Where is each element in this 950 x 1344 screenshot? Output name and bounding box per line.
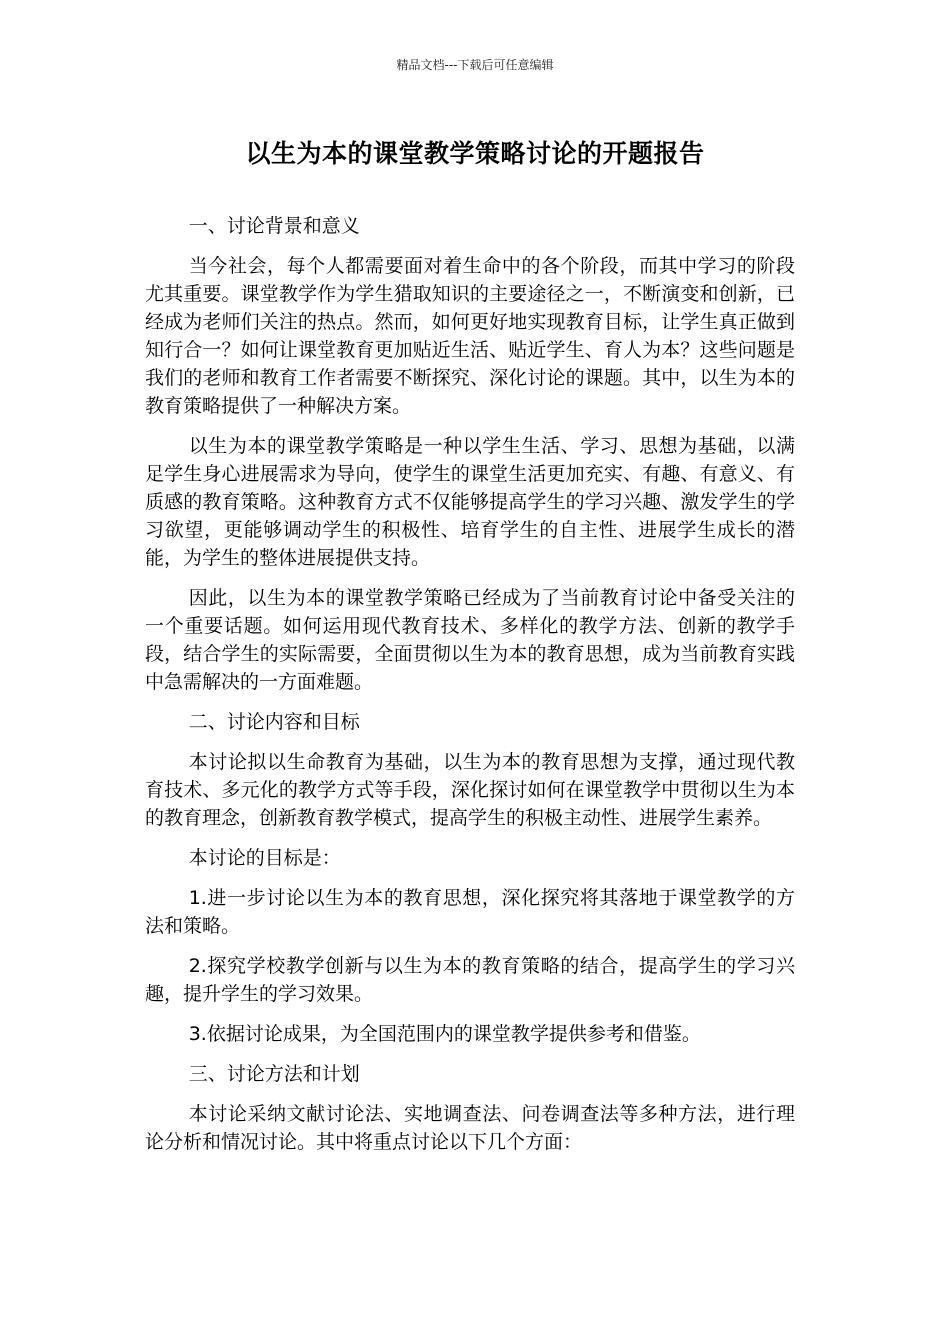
paragraph-goals-intro: 本讨论的目标是： bbox=[188, 847, 341, 869]
paragraph-background-2: 以生为本的课堂教学策略是一种以学生生活、学习、思想为基础，以满足学生身心进展需求为导向，使学生的课堂生活更加充实、有趣、有意义、有质感的教育策略。这种教育方式不仅能够提高学生的学习兴趣、激发学生的学习欲望，更能够调动学生的积极性、培育学生的自主性、进展学生成长的潜能，为学生的整体进展提供支持。 bbox=[145, 435, 795, 569]
paragraph-methods: 本讨论采纳文献讨论法、实地调查法、问卷调查法等多种方法，进行理论分析和情况讨论。其中将重点讨论以下几个方面： bbox=[145, 1103, 795, 1153]
document-body bbox=[145, 212, 795, 1168]
section-heading-background: 一、讨论背景和意义 bbox=[188, 215, 360, 237]
paragraph-background-3: 因此，以生为本的课堂教学策略已经成为了当前教育讨论中备受关注的一个重要话题。如何运用现代教育技术、多样化的教学方法、创新的教学手段，结合学生的实际需要，全面贯彻以生为本的教育思想，成为当前教育实践中急需解决的一方面难题。 bbox=[145, 587, 795, 693]
goal-item-3: 3.依据讨论成果，为全国范围内的课堂教学提供参考和借鉴。 bbox=[188, 1023, 701, 1045]
paragraph-background-1: 当今社会，每个人都需要面对着生命中的各个阶段，而其中学习的阶段尤其重要。课堂教学作为学生猎取知识的主要途径之一，不断演变和创新，已经成为老师们关注的热点。然而，如何更好地实现教育目标，让学生真正做到知行合一？如何让课堂教育更加贴近生活、贴近学生、育人为本？这些问题是我们的老师和教育工作者需要不断探究、深化讨论的课题。其中，以生为本的教育策略提供了一种解决方案。 bbox=[145, 255, 795, 417]
goal-item-2: 2.探究学校教学创新与以生为本的教育策略的结合，提高学生的学习兴趣，提升学生的学习效果。 bbox=[145, 955, 795, 1005]
document-title: 以生为本的课堂教学策略讨论的开题报告 bbox=[245, 139, 705, 168]
goal-item-1: 1.进一步讨论以生为本的教育思想，深化探究将其落地于课堂教学的方法和策略。 bbox=[145, 887, 795, 937]
page-header-note: 精品文档---下载后可任意编辑 bbox=[396, 58, 554, 72]
section-heading-methods: 三、讨论方法和计划 bbox=[188, 1063, 360, 1085]
paragraph-content: 本讨论拟以生命教育为基础，以生为本的教育思想为支撑，通过现代教育技术、多元化的教学方式等手段，深化探讨如何在课堂教学中贯彻以生为本的教育理念，创新教育教学模式，提高学生的积极主动性、进展学生素养。 bbox=[145, 751, 795, 829]
section-heading-content-goals: 二、讨论内容和目标 bbox=[188, 711, 360, 733]
